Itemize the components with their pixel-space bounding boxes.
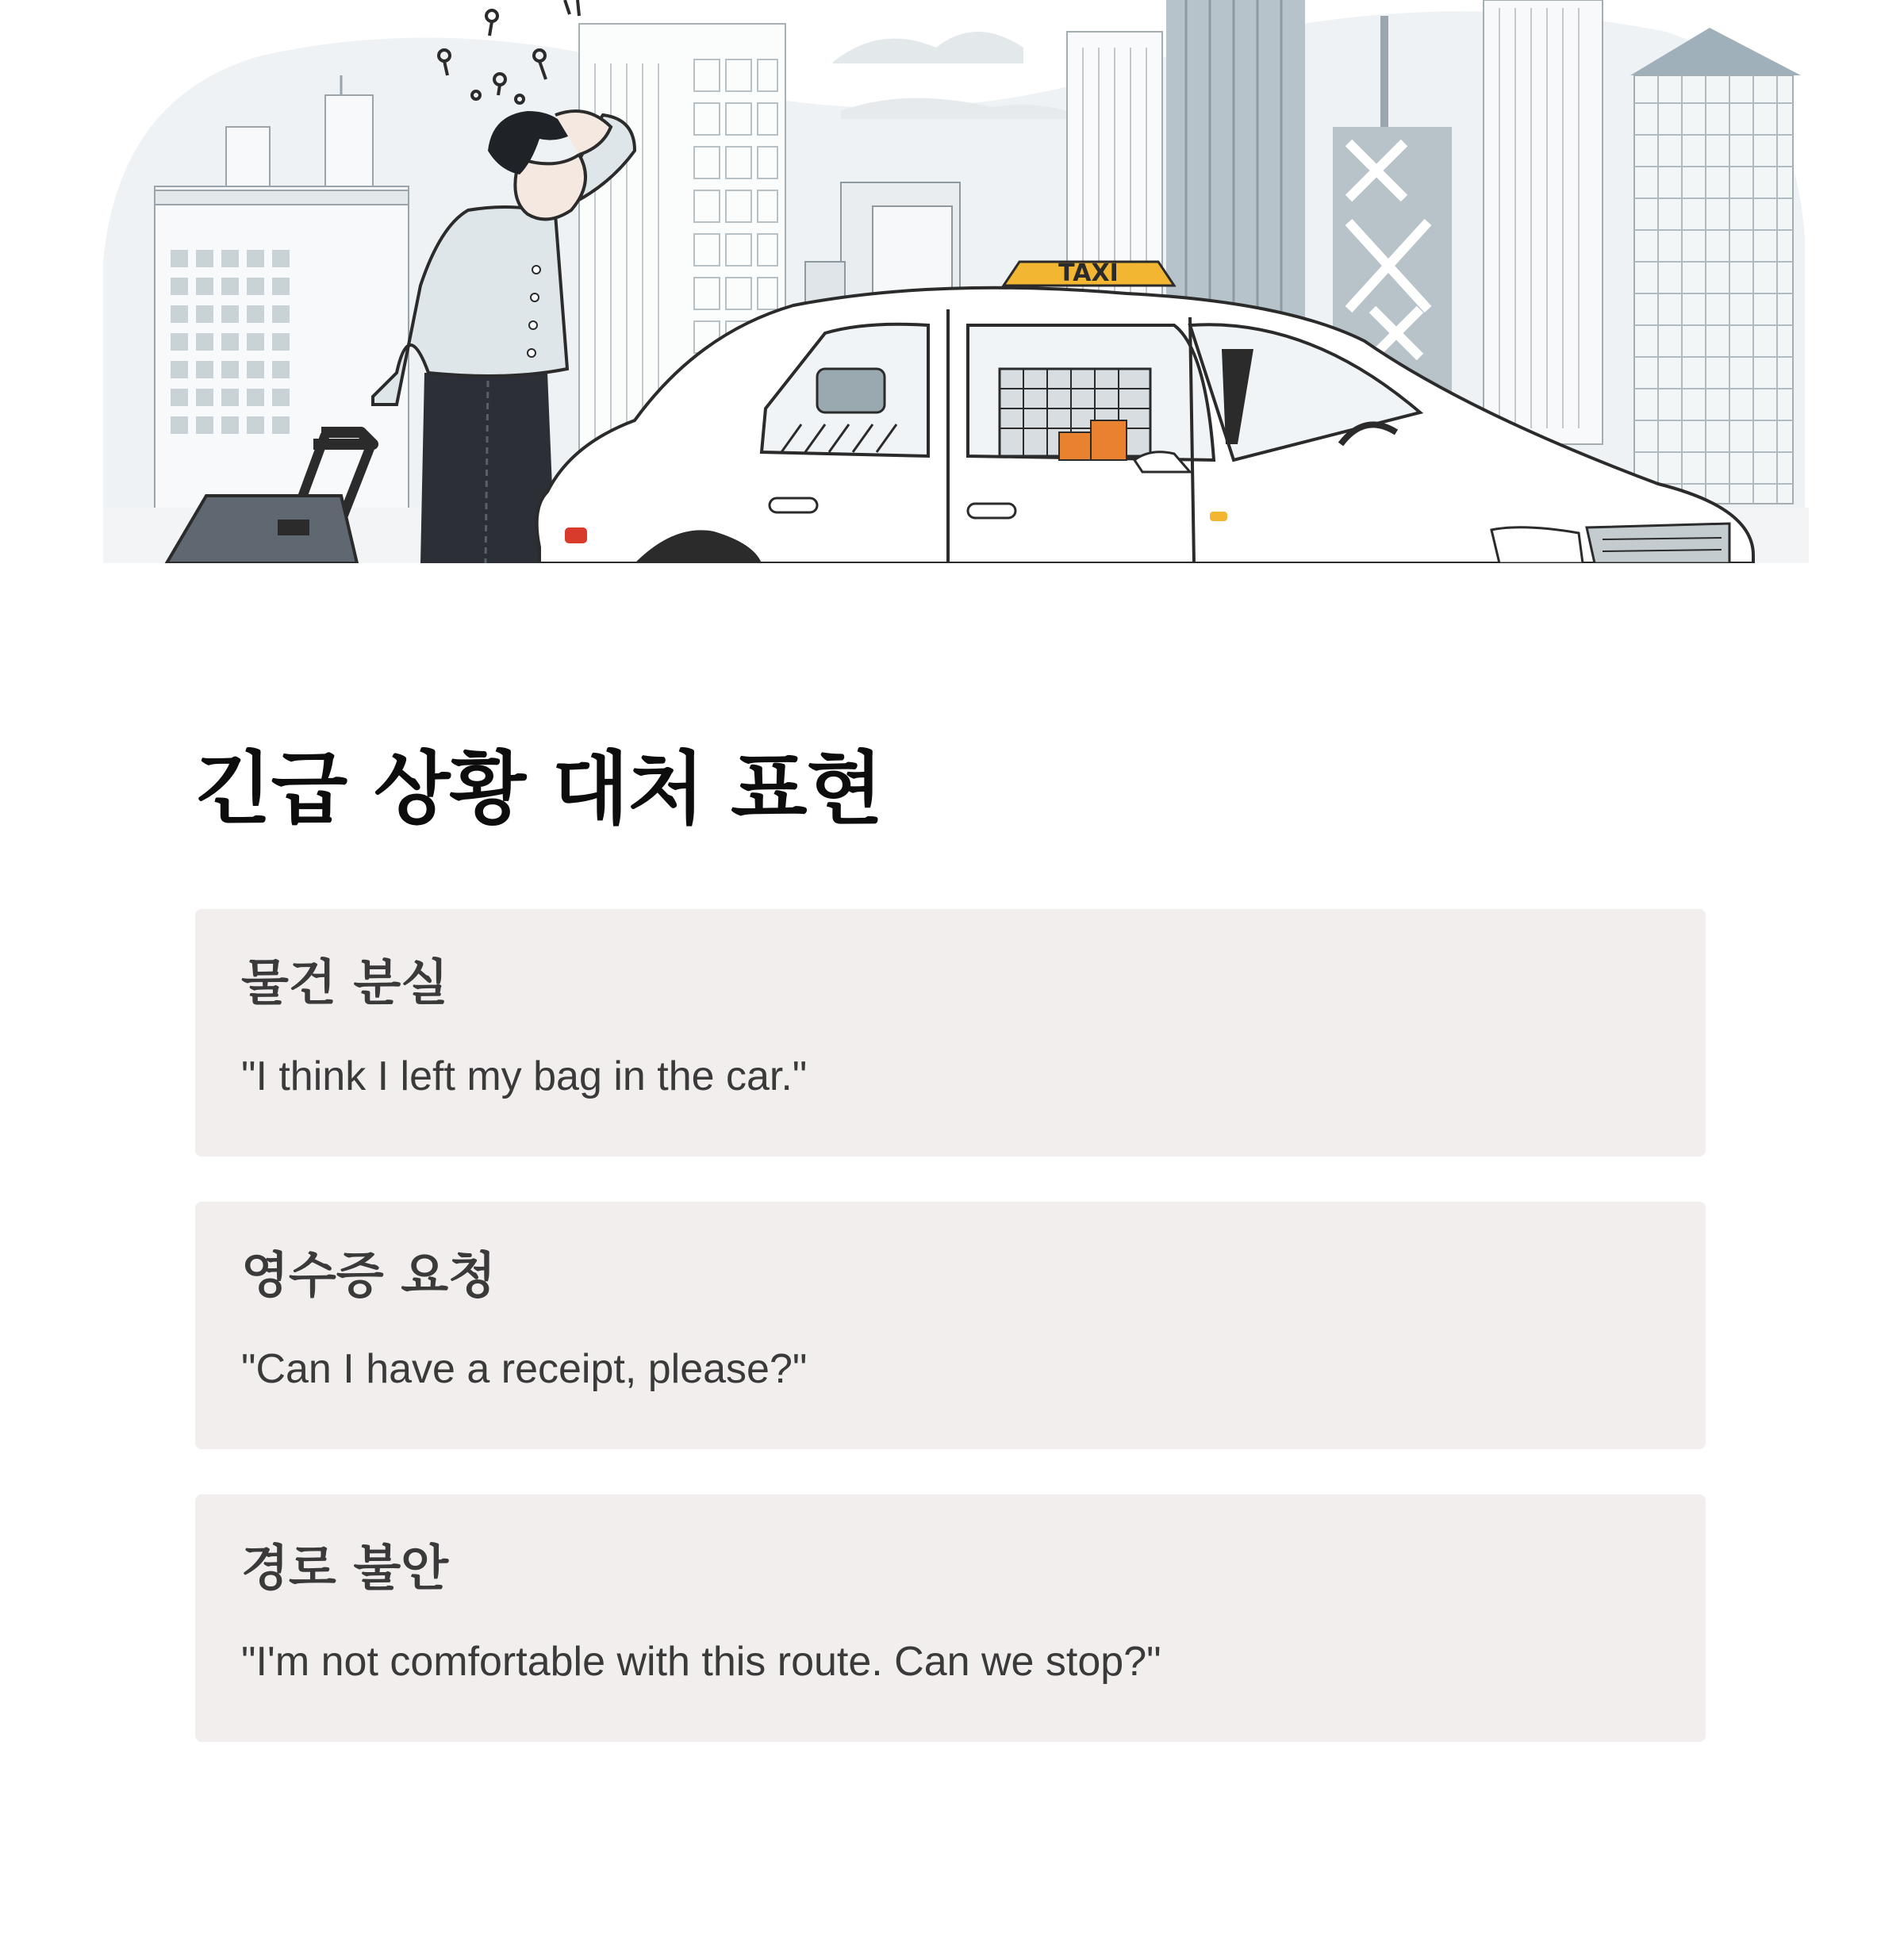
phrase-card-text: "Can I have a receipt, please?" <box>241 1346 808 1392</box>
taxi-sign-icon <box>1004 259 1174 287</box>
phrase-card-label: 영수증 요청 <box>241 1246 497 1304</box>
phrase-card <box>195 909 1706 1156</box>
taxi-scene-illustration <box>0 0 1904 563</box>
phrase-card-text: "I'm not comfortable with this route. Can we stop?" <box>241 1639 1161 1685</box>
phrase-card <box>195 1494 1706 1742</box>
phrase-card-label: 경로 불안 <box>241 1539 449 1597</box>
emergency-expressions-section <box>195 738 1706 1742</box>
taxi-sign-text: TAXI <box>1058 259 1119 287</box>
phrase-card <box>195 1202 1706 1449</box>
section-title: 긴급 상황 대처 표현 <box>195 742 883 835</box>
cloud <box>833 32 1023 63</box>
phrase-card-text: "I think I left my bag in the car." <box>241 1053 808 1099</box>
hero-illustration <box>0 0 1904 563</box>
phrase-card-label: 물건 분실 <box>241 953 449 1011</box>
